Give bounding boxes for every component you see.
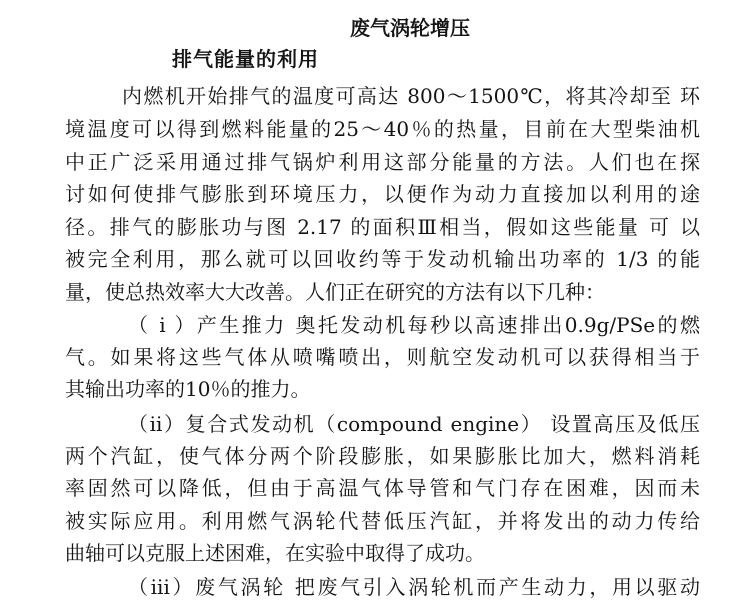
paragraph-line: （ i ）产生推力 奥托发动机每秒以高速排出0.9g/PSe的燃	[128, 313, 700, 337]
paragraph-line: 量，使总热效率大大改善。人们正在研究的方法有以下几种：	[65, 280, 605, 304]
paragraph-line: 内燃机开始排气的温度可高达 800～1500℃，将其冷却至 环	[122, 84, 700, 108]
paragraph-line: 被完全利用，那么就可以回收约等于发动机输出功率的 1/3 的能	[65, 247, 700, 271]
paragraph-line: 讨如何使排气膨胀到环境压力，以便作为动力直接加以利用的途	[65, 182, 700, 206]
paragraph-line: 其输出功率的10％的推力。	[65, 377, 311, 401]
section-heading: 排气能量的利用	[172, 47, 319, 71]
paragraph-line: （ii）复合式发动机（compound engine） 设置高压及低压	[128, 412, 700, 436]
paragraph-line: 径。排气的膨胀功与图 2.17 的面积Ⅲ相当，假如这些能量 可 以	[65, 215, 700, 239]
paragraph-line: 率固然可以降低，但由于高温气体导管和气门存在困难，因而未	[65, 476, 700, 500]
page-title: 废气涡轮增压	[350, 16, 470, 40]
paragraph-line: 曲轴可以克服上述困难，在实验中取得了成功。	[65, 541, 485, 565]
paragraph-line: 两个汽缸，使气体分两个阶段膨胀，如果膨胀比加大，燃料消耗	[65, 444, 700, 468]
paragraph-line: （iii）废气涡轮 把废气引入涡轮机而产生动力，用以驱动	[128, 575, 700, 599]
paragraph-line: 气。如果将这些气体从喷嘴喷出，则航空发动机可以获得相当于	[65, 345, 700, 369]
paragraph-line: 中正广泛采用通过排气锅炉利用这部分能量的方法。人们也在探	[65, 150, 700, 174]
paragraph-line: 境温度可以得到燃料能量的25～40％的热量，目前在大型柴油机	[65, 117, 700, 141]
paragraph-line: 被实际应用。利用燃气涡轮代替低压汽缸，并将发出的动力传给	[65, 509, 700, 533]
